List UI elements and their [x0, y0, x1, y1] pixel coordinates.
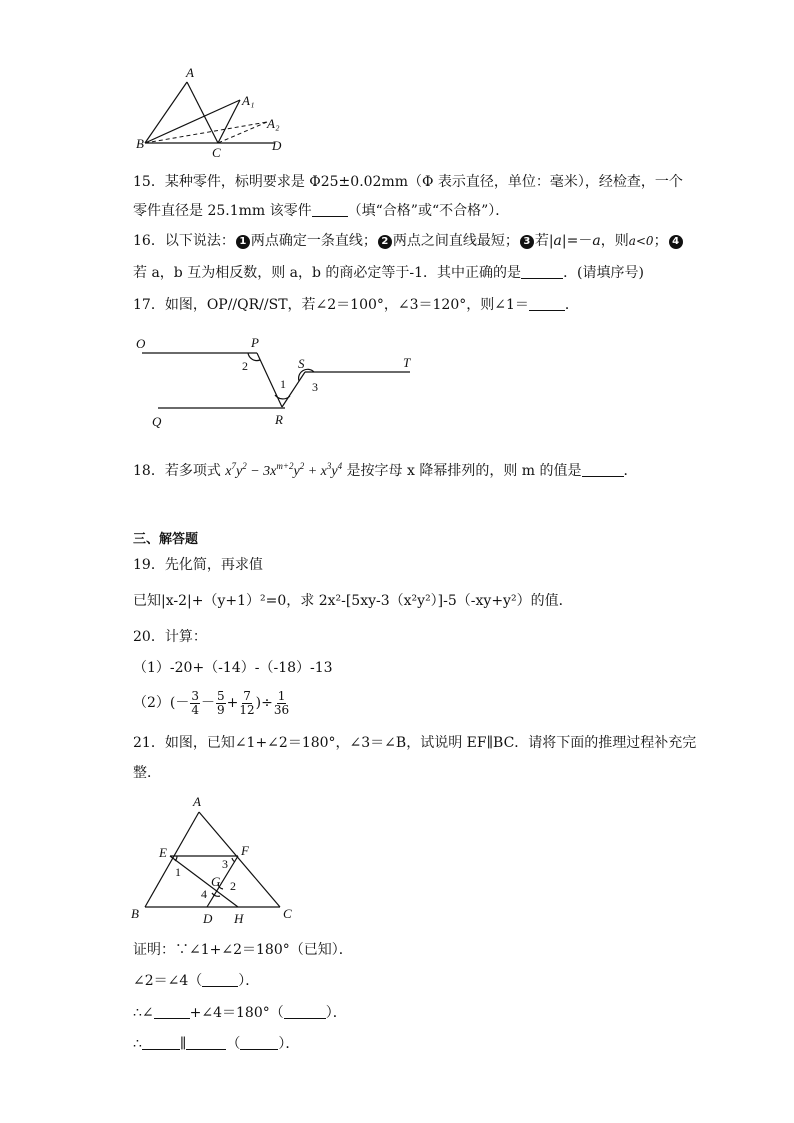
label-Q: Q [152, 414, 162, 429]
q18-line [133, 456, 638, 482]
label-S: S [298, 356, 305, 371]
proof-line4-end: ）． [278, 1036, 300, 1052]
proof-blank-1[interactable] [202, 972, 238, 987]
q16-var-a1: a [553, 233, 562, 249]
proof-blank-5[interactable] [186, 1035, 226, 1050]
label-D: D [272, 138, 282, 153]
q16-stmt3a: 若| [534, 233, 554, 249]
circled-3: 3 [520, 235, 534, 249]
proof-line3 [133, 1003, 347, 1023]
q16-stmt3c: |=－ [561, 233, 593, 249]
q16-lead: 16．以下说法： [133, 233, 235, 249]
q20-part2: （2）(－ $\frac{3}{4}$ － $\frac{5}{9}$ + $\frac{7}{12}$ )÷ $\frac{1}{36}$ [133, 688, 290, 717]
figure-triangle-a-points [130, 60, 300, 160]
label-B: B [136, 136, 144, 151]
proof-blank-6[interactable] [240, 1035, 278, 1050]
q17-blank[interactable] [529, 296, 565, 311]
q16-stmt3g: ； [653, 233, 668, 249]
angle-2: 2 [242, 359, 248, 373]
fraction-5-9: $\frac{5}{9}$ [217, 688, 225, 717]
q20-p2-pre: （2）(－ [133, 695, 190, 711]
proof-blank-2[interactable] [154, 1004, 190, 1019]
proof-line2-text: ∠2＝∠4（ [133, 973, 203, 989]
proof-line4-mid: （ [226, 1036, 241, 1052]
proof-line2-end: ）． [238, 973, 260, 989]
label-T: T [403, 355, 411, 370]
label-E: E [159, 845, 167, 860]
label-C: C [283, 906, 292, 921]
label-G: G [211, 874, 221, 889]
proof-blank-3[interactable] [284, 1004, 326, 1019]
proof-line3-text: ∴∠ [133, 1005, 154, 1021]
label-B: B [131, 906, 139, 921]
label-C: C [212, 145, 221, 160]
q16-cond: a<0 [628, 234, 654, 248]
label-F: F [241, 843, 249, 858]
q17-text: 17．如图，OP//QR//ST，若∠2＝100°，∠3＝120°，则∠1＝ [133, 297, 529, 313]
q16-stmt3e: ，则 [600, 233, 629, 249]
q18-blank[interactable] [582, 462, 624, 477]
proof-line1: 证明：∵∠1+∠2＝180°（已知）． [133, 942, 353, 958]
proof-line3-end: ）． [325, 1005, 347, 1021]
section-heading: 三、解答题 [133, 532, 199, 547]
label-H: H [234, 911, 244, 926]
angle-1: 1 [280, 377, 286, 391]
angle-1: 1 [175, 865, 181, 879]
figure-parallel-lines [130, 330, 430, 430]
proof-line3-mid: +∠4＝180°（ [189, 1005, 284, 1021]
q16-stmt1: 两点确定一条直线； [250, 233, 377, 249]
proof-line4 [133, 1034, 299, 1054]
circled-1: 1 [236, 235, 250, 249]
label-P: P [251, 335, 259, 350]
fraction-1-36: $\frac{1}{36}$ [273, 688, 290, 717]
angle-3: 3 [222, 857, 228, 871]
q16-stmt4: 若 a，b 互为相反数，则 a，b 的商必定等于-1．其中正确的是 [133, 265, 522, 281]
q15-blank[interactable] [312, 202, 348, 217]
q15-text-b: （填“合格”或“不合格”）． [347, 203, 510, 219]
circled-4: 4 [669, 235, 683, 249]
proof-blank-4[interactable] [142, 1035, 180, 1050]
q18-pre: 18．若多项式 [133, 463, 221, 479]
circled-2: 2 [378, 235, 392, 249]
angle-3: 3 [312, 380, 318, 394]
q19-title: 19．先化简，再求值 [133, 557, 263, 573]
q17-line [133, 295, 579, 315]
fraction-7-12: $\frac{7}{12}$ [239, 688, 255, 717]
q16-end: ．(请填序号) [563, 265, 644, 281]
label-A: A [186, 65, 194, 80]
fraction-3-4: $\frac{3}{4}$ [191, 688, 200, 717]
q16-stmt2: 两点之间直线最短； [392, 233, 519, 249]
proof-parallel-sign: ∥ [179, 1036, 187, 1052]
q15-text-a: 零件直径是 25.1mm 该零件 [133, 203, 312, 219]
q16-blank[interactable] [521, 264, 563, 279]
q18-post: 是按字母 x 降幂排列的，则 m 的值是 [346, 463, 582, 479]
q19-body: 已知|x-2|+（y+1）²=0，求 2x²-[5xy-3（x²y²）]-5（-xy+y²）的值． [133, 593, 573, 609]
q18-polynomial: $x^7y^2 - 3x^{m+2}y^2 + x^3y^4$ [225, 461, 343, 479]
q16-line1 [133, 231, 684, 251]
figure-triangle-abc [125, 790, 305, 930]
label-A: A [193, 794, 201, 809]
q21-line2: 整． [133, 765, 161, 781]
label-D: D [203, 911, 213, 926]
angle-4: 4 [201, 887, 207, 901]
proof-line4-text: ∴ [133, 1036, 142, 1052]
proof-line2 [133, 971, 259, 991]
label-R: R [275, 412, 283, 427]
q16-var-a2: a [592, 233, 601, 249]
q17-end: ． [564, 297, 579, 313]
q15-line1: 15．某种零件，标明要求是 Φ25±0.02mm（Φ 表示直径，单位：毫米），经检查，一个 [133, 174, 683, 190]
label-A1: A₁ [242, 93, 255, 108]
q20-part1: （1）-20+（-14）-（-18）-13 [133, 660, 333, 676]
label-A2: A₂ [267, 116, 280, 131]
q18-end: ． [623, 463, 638, 479]
q20-title: 20．计算： [133, 629, 207, 645]
q21-line1: 21．如图，已知∠1+∠2＝180°，∠3＝∠B，试说明 EF∥BC．请将下面的推理过程补充完 [133, 735, 697, 751]
q16-line2 [133, 263, 644, 283]
q15-line2 [133, 201, 509, 221]
label-O: O [136, 336, 146, 351]
angle-2: 2 [230, 879, 236, 893]
